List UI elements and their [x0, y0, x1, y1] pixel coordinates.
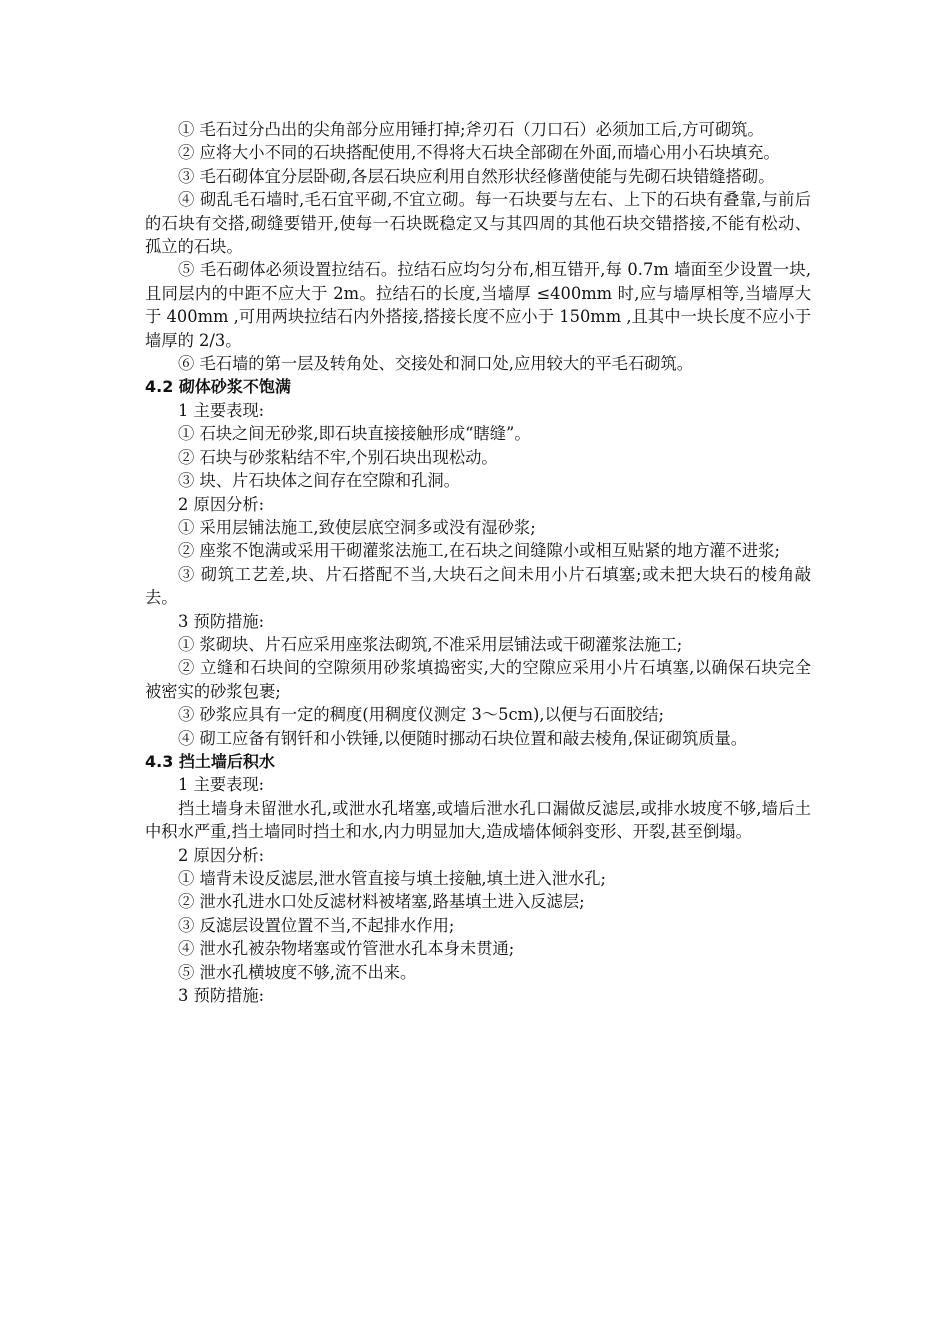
paragraph: ③ 块、片石块体之间存在空隙和孔洞。	[178, 471, 460, 491]
paragraph: ② 应将大小不同的石块搭配使用,不得将大石块全部砌在外面,而墙心用小石块填充。	[178, 143, 780, 163]
paragraph: ① 浆砌块、片石应采用座浆法砌筑,不准采用层铺法或干砌灌浆法施工;	[178, 634, 683, 654]
paragraph: ④ 砌乱毛石墙时,毛石宜平砌,不宜立砌。每一石块要与左右、上下的石块有叠靠,与前后的石块有交搭,砌缝要错开,使每一石块既稳定又与其四周的其他石块交错搭接,不能有松动、孤立的石块。	[145, 190, 811, 257]
paragraph: 2 原因分析:	[178, 845, 265, 865]
paragraph: 3 预防措施:	[178, 611, 265, 631]
paragraph: ① 墙背未设反滤层,泄水管直接与填土接触,填土进入泄水孔;	[178, 869, 607, 888]
paragraph: ① 毛石过分凸出的尖角部分应用锤打掉;斧刃石（刀口石）必须加工后,方可砌筑。	[178, 120, 764, 139]
document-page	[145, 118, 811, 1007]
paragraph: ③ 反滤层设置位置不当,不起排水作用;	[178, 915, 455, 935]
paragraph: ③ 砂浆应具有一定的稠度(用稠度仪测定 3～5cm),以便与石面胶结;	[178, 705, 665, 725]
paragraph: 2 原因分析:	[178, 494, 265, 514]
section-heading: 4.3 挡土墙后积水	[145, 751, 275, 771]
paragraph: ⑤ 泄水孔横坡度不够,流不出来。	[178, 962, 417, 982]
paragraph: ⑥ 毛石墙的第一层及转角处、交接处和洞口处,应用较大的平毛石砌筑。	[178, 354, 694, 374]
paragraph: 1 主要表现:	[178, 400, 265, 420]
paragraph: ② 石块与砂浆粘结不牢,个别石块出现松动。	[178, 447, 498, 467]
paragraph: ③ 砌筑工艺差,块、片石搭配不当,大块石之间未用小片石填塞;或未把大块石的棱角敲去。	[145, 564, 811, 608]
paragraph: ① 采用层铺法施工,致使层底空洞多或没有湿砂浆;	[178, 517, 536, 537]
paragraph: ② 泄水孔进水口处反滤材料被堵塞,路基填土进入反滤层;	[178, 892, 585, 912]
paragraph: 挡土墙身未留泄水孔,或泄水孔堵塞,或墙后泄水孔口漏做反滤层,或排水坡度不够,墙后土中积水严重,挡土墙同时挡土和水,内力明显加大,造成墙体倾斜变形、开裂,甚至倒塌。	[145, 798, 811, 842]
paragraph: ⑤ 毛石砌体必须设置拉结石。拉结石应均匀分布,相互错开,每 0.7m 墙面至少设置一块,且同层内的中距不应大于 2m。拉结石的长度,当墙厚 ≤400mm 时,应与墙厚相等,当墙厚大于 400mm ,可用两块拉结石内外搭接,搭接长度不应小于 150mm ,且其中一块长度不应小于墙厚的 2/3。	[145, 260, 811, 350]
paragraph: ① 石块之间无砂浆,即石块直接接触形成“瞎缝”。	[178, 424, 531, 444]
paragraph: ④ 泄水孔被杂物堵塞或竹管泄水孔本身未贯通;	[178, 939, 515, 959]
paragraph: 1 主要表现:	[178, 775, 265, 795]
paragraph: ② 座浆不饱满或采用干砌灌浆法施工,在石块之间缝隙小或相互贴紧的地方灌不进浆;	[178, 541, 780, 561]
paragraph: ② 立缝和石块间的空隙须用砂浆填捣密实,大的空隙应采用小片石填塞,以确保石块完全被密实的砂浆包裹;	[145, 658, 811, 701]
paragraph: ③ 毛石砌体宜分层卧砌,各层石块应利用自然形状经修凿使能与先砌石块错缝搭砌。	[178, 166, 775, 186]
paragraph: 3 预防措施:	[178, 986, 265, 1006]
section-heading: 4.2 砌体砂浆不饱满	[145, 377, 291, 397]
paragraph: ④ 砌工应备有钢钎和小铁锤,以便随时挪动石块位置和敲去棱角,保证砌筑质量。	[178, 728, 748, 748]
